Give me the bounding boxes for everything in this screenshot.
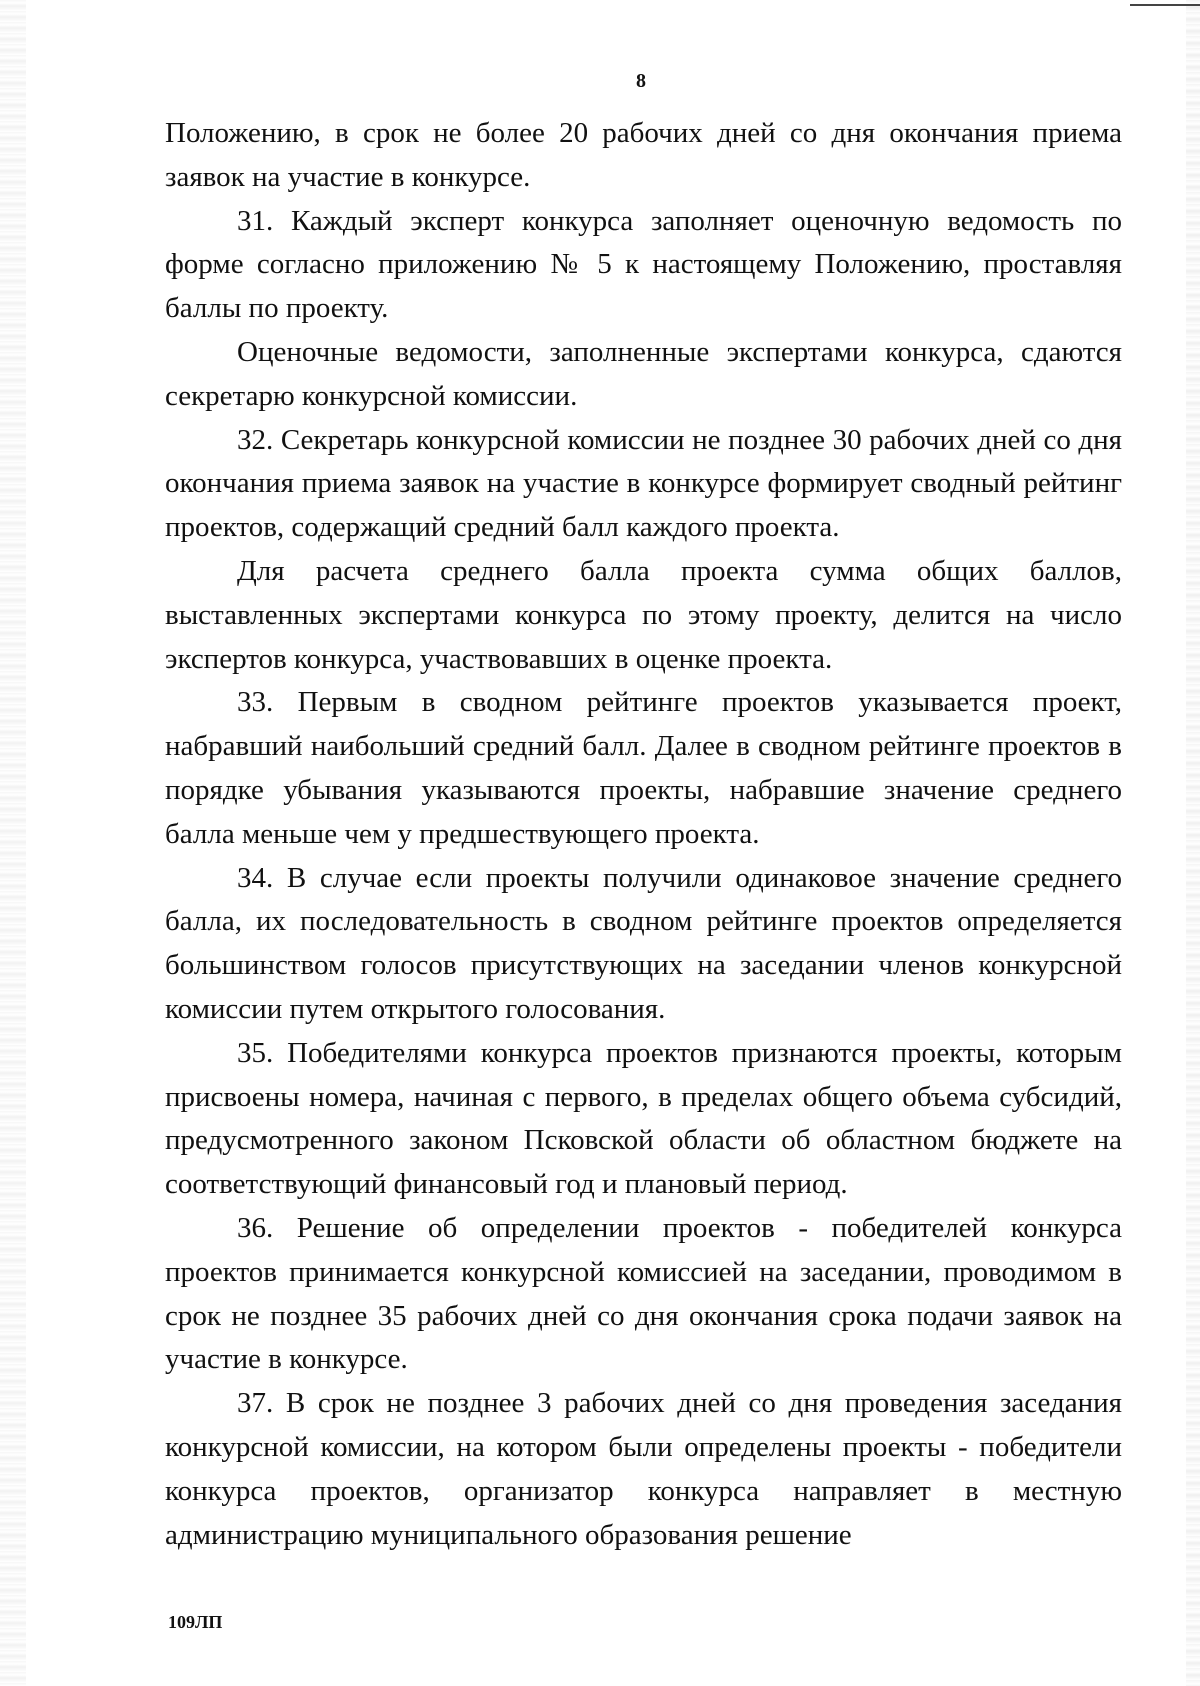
paragraph-clause-36: 36. Решение об определении проектов - победителей конкурса проектов принимается конкурсной комиссией на заседании, проводимом в срок не позднее 35 рабочих дней со дня окончания срока подачи заявок на участие в конкурсе.	[165, 1211, 1122, 1376]
paragraph-continuation: Положению, в срок не более 20 рабочих дней со дня окончания приема заявок на участие в конкурсе.	[165, 117, 1122, 193]
paragraph-clause-32: 32. Секретарь конкурсной комиссии не позднее 30 рабочих дней со дня окончания приема заявок на участие в конкурсе формирует сводный рейтинг проектов, содержащий средний балл каждого проекта.	[165, 423, 1122, 544]
scan-edge-right	[1186, 0, 1200, 1686]
paragraph-clause-34: 34. В случае если проекты получили одинаковое значение среднего балла, их последовательность в сводном рейтинге проектов определяется большинством голосов присутствующих на заседании членов конкурсной комиссии путем открытого голосования.	[165, 861, 1122, 1025]
document-body	[165, 112, 1122, 1557]
scan-edge-left	[0, 0, 26, 1686]
page-number: 8	[636, 70, 646, 92]
scan-artifact-line	[1130, 4, 1200, 6]
paragraph-clause-35: 35. Победителями конкурса проектов признаются проекты, которым присвоены номера, начиная с первого, в пределах общего объема субсидий, предусмотренного законом Псковской области об областном бюджете на соответствующий финансовый год и плановый период.	[165, 1036, 1122, 1201]
paragraph-clause-33: 33. Первым в сводном рейтинге проектов указывается проект, набравший наибольший средний балл. Далее в сводном рейтинге проектов в порядке убывания указываются проекты, набравшие значение среднего балла меньше чем у предшествующего проекта.	[165, 686, 1122, 850]
paragraph-clause-37: 37. В срок не позднее 3 рабочих дней со дня проведения заседания конкурсной комиссии, на котором были определены проекты - победители конкурса проектов, организатор конкурса направляет в местную администрацию муниципального образования решение	[165, 1387, 1122, 1551]
document-code: 109ЛП	[168, 1612, 223, 1632]
paragraph-clause-31-note: Оценочные ведомости, заполненные экспертами конкурса, сдаются секретарю конкурсной комиссии.	[165, 335, 1122, 412]
paragraph-clause-32-note: Для расчета среднего балла проекта сумма общих баллов, выставленных экспертами конкурса по этому проекту, делится на число экспертов конкурса, участвовавших в оценке проекта.	[165, 554, 1122, 675]
paragraph-clause-31: 31. Каждый эксперт конкурса заполняет оценочную ведомость по форме согласно приложению № 5 к настоящему Положению, проставляя баллы по проекту.	[165, 204, 1122, 325]
